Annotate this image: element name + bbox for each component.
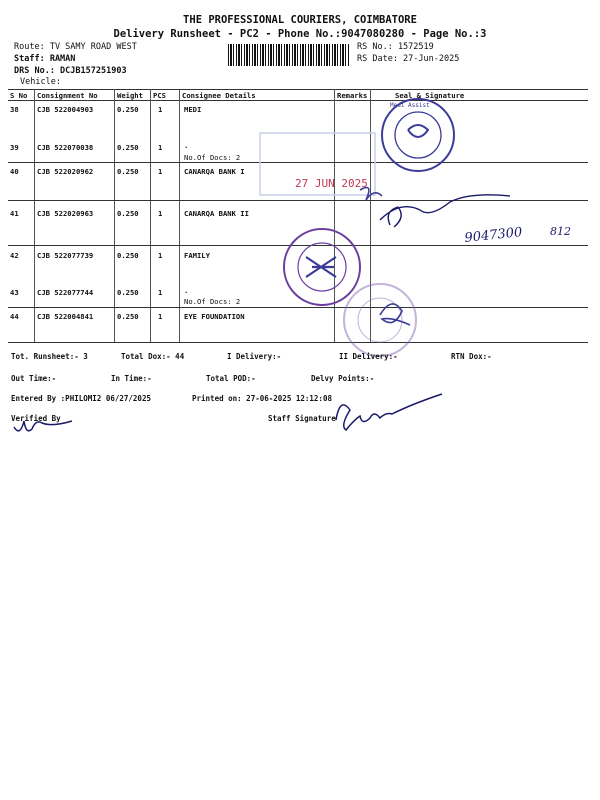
row-consignment: CJB 522020962: [37, 167, 94, 176]
row-pcs: 1: [158, 209, 163, 218]
col-header-weight: Weight: [117, 91, 143, 100]
row-consignment: CJB 522020963: [37, 209, 94, 218]
row-docs-count: No.Of Docs: 2: [184, 153, 241, 162]
row-pcs: 1: [158, 167, 163, 176]
rs-date: RS Date: 27-Jun-2025: [357, 54, 460, 64]
row-docs-count: No.Of Docs: 2: [184, 297, 241, 306]
handwritten-phone: 9047300: [463, 225, 524, 246]
in-time: In Time:-: [111, 374, 152, 383]
i-delivery: I Delivery:-: [227, 352, 282, 361]
col-header-sno: S No: [10, 91, 28, 100]
row-consignment: CJB 522077744: [37, 288, 94, 297]
col-divider: [114, 89, 115, 342]
vehicle-label: Vehicle:: [20, 77, 61, 87]
row-consignment: CJB 522077739: [37, 251, 94, 260]
barcode-image: [228, 44, 350, 66]
total-runsheet: Tot. Runsheet:- 3: [11, 352, 88, 361]
row-weight: 0.250: [117, 143, 139, 152]
row-consignee: CANARQA BANK I: [184, 167, 245, 176]
row-consignee: .: [184, 141, 189, 150]
handwritten-note: 812: [550, 225, 571, 238]
row-sno: 44: [10, 312, 19, 321]
row-weight: 0.250: [117, 288, 139, 297]
svg-text:Medi Assist: Medi Assist: [390, 102, 430, 109]
col-divider: [179, 89, 180, 342]
insurance-seal-stamp: [382, 99, 454, 171]
row-sno: 42: [10, 251, 19, 260]
row-consignee: .: [184, 286, 189, 295]
verifier-signature: [8, 405, 88, 445]
health-insurance-seal-stamp: [284, 229, 360, 305]
route-label: Route: TV SAMY ROAD WEST: [14, 42, 137, 52]
row-weight: 0.250: [117, 105, 139, 114]
table-top-rule: [8, 89, 588, 90]
entered-by: Entered By :PHILOMI2 06/27/2025: [11, 394, 151, 403]
runsheet-subtitle: Delivery Runsheet - PC2 - Phone No.:9047080280 - Page No.:3: [113, 28, 487, 40]
row-weight: 0.250: [117, 251, 139, 260]
delivery-points: Delvy Points:-: [311, 374, 375, 383]
row-consignment: CJB 522004841: [37, 312, 94, 321]
row-sno: 40: [10, 167, 19, 176]
row-pcs: 1: [158, 288, 163, 297]
row-weight: 0.250: [117, 312, 139, 321]
row-consignee: CANARQA BANK II: [184, 209, 249, 218]
staff-label: Staff: RAMAN: [14, 54, 76, 64]
rs-number: RS No.: 1572519: [357, 42, 434, 52]
verified-by-label: Verified By: [11, 414, 61, 423]
row-pcs: 1: [158, 251, 163, 260]
col-header-consignee: Consignee Details: [182, 91, 256, 100]
col-divider: [150, 89, 151, 342]
drs-number: DRS No.: DCJB157251903: [14, 66, 127, 76]
row-sno: 41: [10, 209, 19, 218]
handwritten-signature: [380, 304, 410, 325]
row-consignee: EYE FOUNDATION: [184, 312, 245, 321]
row-weight: 0.250: [117, 209, 139, 218]
date-stamp: 27 JUN 2025: [295, 177, 368, 190]
rtn-dox: RTN Dox:-: [451, 352, 492, 361]
col-divider: [34, 89, 35, 342]
row-consignment: CJB 522004903: [37, 105, 94, 114]
row-sno: 39: [10, 143, 19, 152]
row-consignee: FAMILY: [184, 251, 210, 260]
total-dox: Total Dox:- 44: [121, 352, 185, 361]
row-pcs: 1: [158, 143, 163, 152]
row-sno: 38: [10, 105, 19, 114]
company-title: THE PROFESSIONAL COURIERS, COIMBATORE: [183, 14, 417, 26]
out-time: Out Time:-: [11, 374, 57, 383]
row-sno: 43: [10, 288, 19, 297]
row-consignee: MEDI: [184, 105, 202, 114]
row-pcs: 1: [158, 312, 163, 321]
staff-signature: [330, 390, 450, 440]
col-header-seal-signature: Seal & Signature: [395, 91, 465, 100]
printed-on: Printed on: 27-06-2025 12:12:08: [192, 394, 332, 403]
row-weight: 0.250: [117, 167, 139, 176]
col-header-remarks: Remarks: [337, 91, 368, 100]
handwritten-signature: [380, 195, 510, 220]
faded-seal-stamp: [344, 284, 416, 356]
ii-delivery: II Delivery:-: [339, 352, 398, 361]
row-pcs: 1: [158, 105, 163, 114]
staff-signature-label: Staff Signature: [268, 414, 336, 423]
col-header-consignment: Consignment No: [37, 91, 98, 100]
row-consignment: CJB 522070038: [37, 143, 94, 152]
total-pod: Total POD:-: [206, 374, 256, 383]
col-header-pcs: PCS: [153, 91, 166, 100]
